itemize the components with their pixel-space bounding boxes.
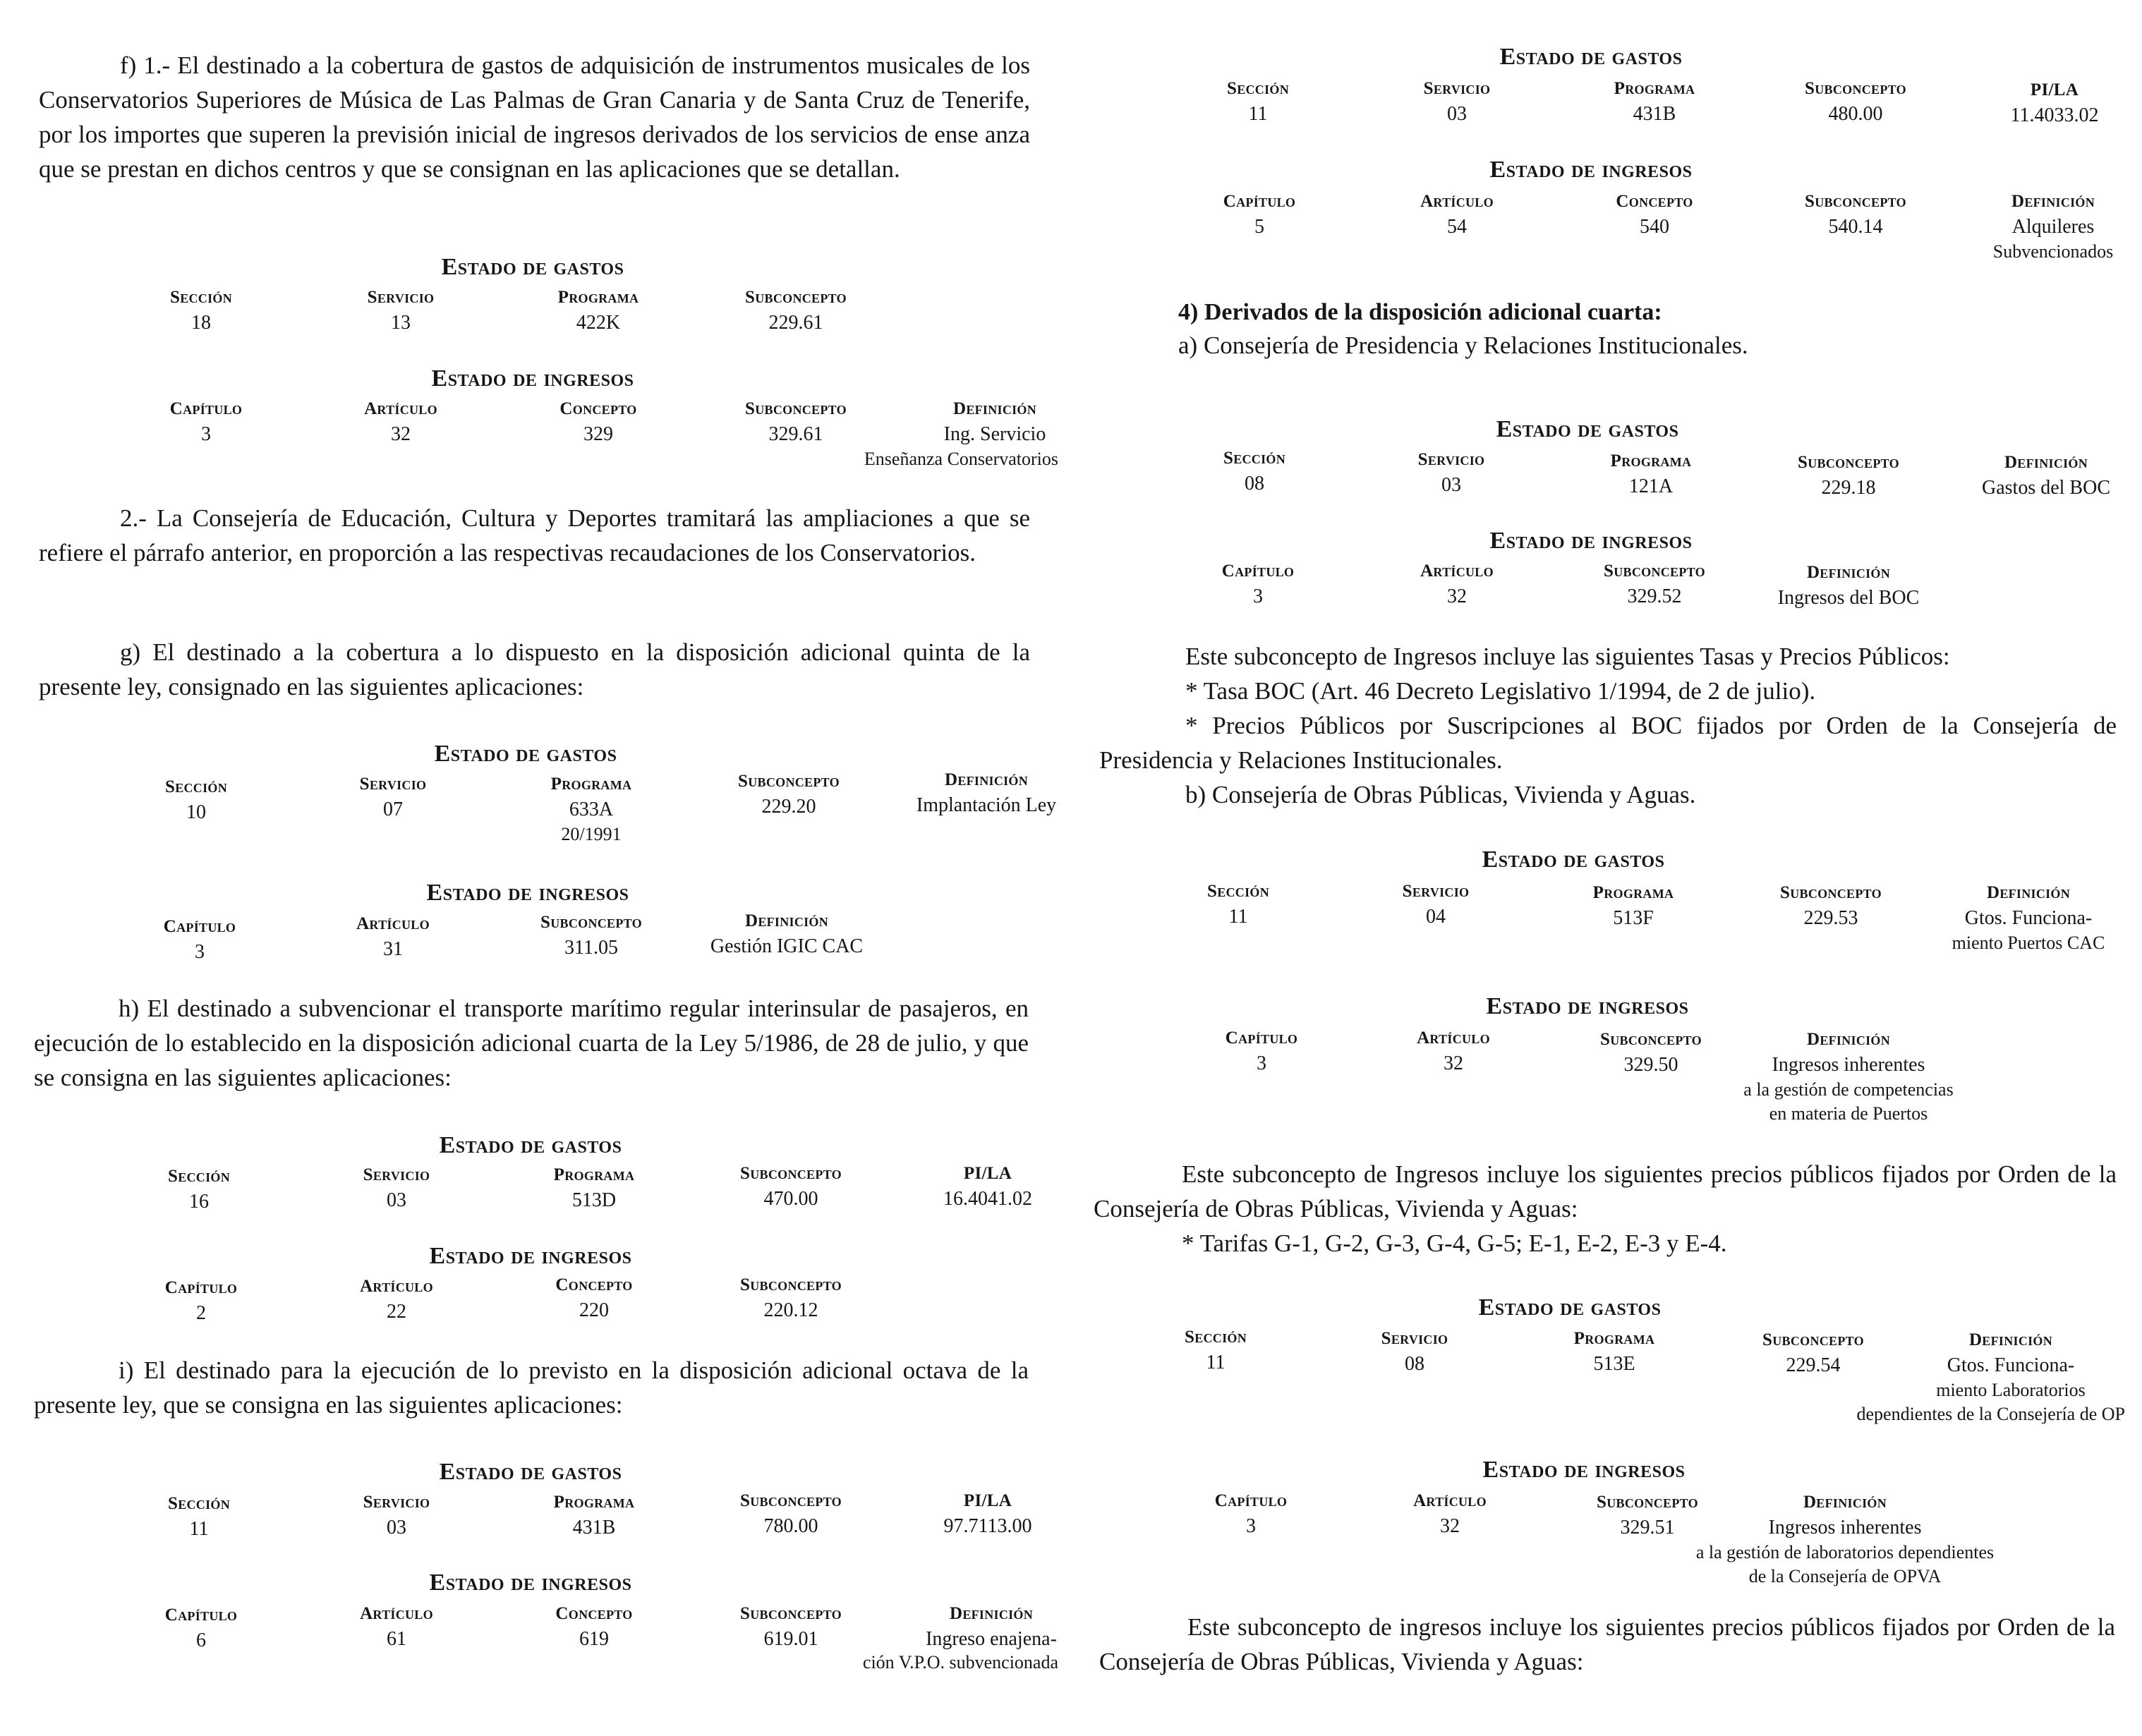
gastos-seccion — [1227, 79, 1289, 127]
programa-value: 513D — [571, 1189, 617, 1211]
definicion-value: Ingresos inherentes — [1772, 1054, 1925, 1076]
definicion-value: Alquileres — [2011, 216, 2095, 238]
articulo-header: Artículo — [1420, 562, 1494, 581]
seccion-header: Sección — [167, 1167, 231, 1186]
definicion-value: Gestión IGIC CAC — [710, 935, 864, 957]
paragraph-f2: 2.- La Consejería de Educación, Cultura y Deportes tramitará las ampliaciones a que se refiere el párrafo anterior, en proporción a las respectivas recaudaciones de los Conservatorios. — [39, 504, 1030, 566]
servicio-header: Servicio — [1381, 1329, 1448, 1348]
servicio-header: Servicio — [1417, 450, 1485, 469]
op-intro: Este subconcepto de Ingresos incluye los siguientes precios públicos fijados por Orden de la Consejería de Obras Públicas, Vivienda y Aguas: — [1094, 1160, 2117, 1222]
gastos-pila — [944, 1491, 1032, 1539]
ingresos-subconcepto — [1600, 1030, 1702, 1078]
gastos-subconcepto — [745, 288, 847, 336]
pila-value: 11.4033.02 — [2010, 104, 2099, 126]
gastos-seccion — [165, 777, 227, 825]
capitulo-value: 5 — [1254, 216, 1264, 238]
servicio-value: 04 — [1426, 906, 1446, 928]
gastos-pila — [943, 1164, 1032, 1212]
estado-gastos-title: Estado de gastos — [1499, 44, 1683, 70]
definicion-value: Ingresos inherentes — [1768, 1517, 1922, 1538]
subconcepto-header: Subconcepto — [745, 288, 847, 307]
ingresos-capitulo — [1226, 1028, 1297, 1076]
seccion-value: 11 — [1206, 1352, 1226, 1373]
ingresos-subconcepto — [740, 1604, 842, 1652]
gastos-pila — [2011, 80, 2099, 128]
gastos-seccion — [1207, 882, 1269, 930]
capitulo-header: Capítulo — [1221, 562, 1295, 581]
gastos-subconcepto — [740, 1164, 842, 1212]
ingresos-articulo — [360, 1277, 433, 1325]
servicio-header: Servicio — [363, 1165, 430, 1184]
subconcepto-header: Subconcepto — [1600, 1030, 1702, 1049]
definicion-value: Gtos. Funciona- — [1964, 907, 2093, 929]
op-tarifas: * Tarifas G-1, G-2, G-3, G-4, G-5; E-1, E-2, E-3 y E-4. — [1182, 1230, 1727, 1257]
servicio-header: Servicio — [359, 775, 427, 794]
ingresos-concepto — [555, 1275, 632, 1323]
subconcepto-header: Subconcepto — [1780, 883, 1882, 902]
definicion-header: Definición — [1986, 883, 2071, 902]
estado-gastos-title: Estado de gastos — [441, 254, 624, 280]
ingresos-capitulo — [1222, 562, 1294, 609]
seccion-value: 11 — [1248, 103, 1268, 125]
ingresos-capitulo — [170, 399, 242, 447]
servicio-value: 08 — [1405, 1353, 1424, 1375]
ingresos-capitulo — [1215, 1491, 1287, 1539]
definicion-value-line2: miento Laboratorios — [1936, 1380, 2086, 1400]
estado-ingresos-title: Estado de ingresos — [426, 880, 629, 906]
definicion-header: Definición — [1803, 1493, 1887, 1512]
ingresos-definicion — [1743, 1030, 1953, 1126]
gastos-seccion — [170, 288, 232, 336]
definicion-value-line2: a la gestión de competencias — [1743, 1079, 1954, 1100]
definicion-header: Definición — [1806, 563, 1891, 582]
ingresos-articulo — [1420, 562, 1494, 609]
servicio-value: 03 — [387, 1517, 406, 1538]
articulo-value: 32 — [1444, 1052, 1463, 1074]
programa-value: 431B — [572, 1517, 616, 1538]
articulo-value: 32 — [391, 423, 411, 445]
pila-header: PI/LA — [2030, 80, 2079, 99]
servicio-value: 03 — [1447, 103, 1467, 125]
ingresos-subconcepto — [1597, 1493, 1698, 1541]
definicion-value: Gtos. Funciona- — [1947, 1354, 2075, 1376]
ingresos-definicion — [944, 399, 1046, 447]
ingresos-definicion — [710, 911, 863, 959]
definicion-header: Definición — [949, 1604, 1034, 1623]
programa-value: 513E — [1593, 1353, 1635, 1375]
seccion-header: Sección — [167, 1494, 231, 1513]
subconcepto-value: 780.00 — [763, 1515, 818, 1537]
gastos-definicion — [1982, 453, 2110, 501]
seccion-value: 11 — [1228, 906, 1248, 928]
subconcepto-header: Subconcepto — [740, 1275, 842, 1294]
definicion-header: Definición — [944, 770, 1029, 789]
final-paragraph: Este subconcepto de ingresos incluye los siguientes precios públicos fijados por Orden de la Consejería de Obras Públicas, Vivienda y Aguas: — [1099, 1613, 2115, 1675]
estado-ingresos-title: Estado de ingresos — [429, 1243, 632, 1269]
programa-header: Programa — [557, 288, 639, 307]
gastos-programa — [1611, 451, 1692, 499]
ingresos-subconcepto — [1805, 192, 1906, 240]
subconcepto-header: Subconcepto — [1798, 453, 1899, 472]
estado-ingresos-title: Estado de ingresos — [431, 365, 634, 391]
programa-value: 121A — [1628, 475, 1674, 497]
servicio-header: Servicio — [367, 288, 435, 307]
programa-value: 513F — [1613, 907, 1654, 929]
estado-ingresos-title: Estado de ingresos — [1486, 993, 1689, 1019]
ingresos-capitulo — [165, 1278, 237, 1326]
definicion-value: Ingresos del BOC — [1777, 587, 1920, 609]
concepto-value: 329 — [583, 423, 613, 445]
programa-header: Programa — [1573, 1329, 1655, 1348]
gastos-servicio — [368, 288, 435, 336]
subconcepto-value: 229.54 — [1786, 1354, 1841, 1376]
seccion-header: Sección — [1206, 882, 1270, 901]
subconcepto-header: Subconcepto — [1597, 1493, 1698, 1512]
programa-header: Programa — [550, 775, 632, 794]
capitulo-value: 2 — [196, 1302, 206, 1324]
estado-gastos-title: Estado de gastos — [1482, 846, 1665, 873]
capitulo-header: Capítulo — [164, 1606, 238, 1625]
ingresos-definicion — [1696, 1493, 1994, 1589]
subconcepto-header: Subconcepto — [740, 1164, 842, 1183]
definicion-value: Ingreso enajena- — [926, 1628, 1057, 1650]
concepto-header: Concepto — [555, 1604, 633, 1623]
paragraph-i: i) El destinado para la ejecución de lo previsto en la disposición adicional octava de la presente ley, que se consigna en las siguientes aplicaciones: — [34, 1356, 1029, 1419]
subconcepto-value: 229.61 — [768, 312, 823, 334]
gastos-seccion — [1223, 449, 1285, 497]
estado-gastos-title: Estado de gastos — [439, 1459, 622, 1485]
gastos-programa — [551, 775, 632, 846]
gastos-programa — [1574, 1329, 1655, 1377]
servicio-header: Servicio — [363, 1493, 430, 1512]
estado-gastos-title: Estado de gastos — [1478, 1294, 1662, 1321]
gastos-subconcepto — [1780, 883, 1882, 931]
seccion-value: 10 — [186, 801, 206, 823]
gastos-seccion — [168, 1167, 230, 1215]
item-a: a) Consejería de Presidencia y Relaciones Institucionales. — [1178, 332, 1748, 359]
concepto-header: Concepto — [1616, 192, 1693, 211]
gastos-subconcepto — [1805, 79, 1906, 127]
gastos-subconcepto — [1798, 453, 1899, 501]
concepto-value: 220 — [579, 1299, 609, 1321]
programa-header: Programa — [1610, 451, 1692, 471]
subconcepto-value: 311.05 — [564, 937, 618, 959]
ingresos-articulo — [364, 399, 437, 447]
gastos-seccion — [1185, 1328, 1247, 1376]
articulo-value: 22 — [387, 1301, 406, 1323]
gastos-subconcepto — [1762, 1330, 1864, 1378]
capitulo-value: 3 — [1253, 585, 1263, 607]
ingresos-concepto — [555, 1604, 632, 1652]
programa-header: Programa — [553, 1165, 635, 1184]
subconcepto-value: 229.18 — [1821, 477, 1876, 499]
articulo-value: 61 — [387, 1628, 406, 1650]
articulo-header: Artículo — [1420, 192, 1494, 211]
definicion-value-line3: en materia de Puertos — [1769, 1103, 1928, 1124]
subconcepto-value: 329.61 — [768, 423, 823, 445]
articulo-value: 31 — [383, 938, 403, 960]
definicion-header: Definición — [1806, 1030, 1891, 1049]
definicion-line2: ción V.P.O. subvencionada — [862, 1652, 1058, 1673]
subconcepto-value: 619.01 — [763, 1628, 818, 1650]
estado-ingresos-title: Estado de ingresos — [1489, 157, 1693, 183]
seccion-value: 16 — [188, 1191, 209, 1213]
ingresos-articulo — [1417, 1028, 1490, 1076]
pila-header: PI/LA — [963, 1164, 1012, 1183]
servicio-value: 13 — [391, 312, 411, 334]
capitulo-value: 3 — [201, 423, 211, 445]
ingresos-articulo — [356, 914, 430, 962]
section-4-heading: 4) Derivados de la disposición adicional cuarta: — [1178, 299, 1662, 325]
definicion-line3: dependientes de la Consejería de OP — [1856, 1404, 2125, 1424]
servicio-header: Servicio — [1423, 79, 1491, 98]
ingresos-definicion — [926, 1604, 1057, 1652]
articulo-header: Artículo — [364, 399, 437, 418]
ingresos-concepto — [559, 399, 636, 447]
articulo-header: Artículo — [1413, 1491, 1487, 1510]
gastos-programa — [1614, 79, 1695, 127]
articulo-header: Artículo — [360, 1277, 433, 1296]
subconcepto-header: Subconcepto — [740, 1491, 842, 1510]
programa-value: 633A — [569, 799, 614, 820]
ingresos-concepto — [1616, 192, 1693, 240]
definicion-line2: Enseñanza Conservatorios — [864, 449, 1058, 469]
servicio-value: 03 — [387, 1189, 406, 1211]
gastos-programa — [558, 288, 639, 336]
gastos-servicio — [1381, 1329, 1448, 1377]
definicion-header: Definición — [2004, 453, 2088, 472]
definicion-value: Ing. Servicio — [943, 423, 1046, 445]
pila-value: 16.4041.02 — [943, 1188, 1032, 1210]
capitulo-value: 3 — [1246, 1515, 1256, 1537]
boc-intro: Este subconcepto de Ingresos incluye las siguientes Tasas y Precios Públicos: — [1185, 643, 1950, 670]
definicion-header: Definición — [2011, 192, 2095, 211]
capitulo-header: Capítulo — [169, 399, 243, 418]
subconcepto-value: 329.50 — [1623, 1054, 1678, 1076]
articulo-header: Artículo — [356, 914, 430, 933]
subconcepto-header: Subconcepto — [1604, 562, 1705, 581]
subconcepto-value: 229.53 — [1803, 907, 1858, 929]
servicio-value: 03 — [1441, 474, 1461, 496]
subconcepto-value: 329.51 — [1620, 1517, 1675, 1538]
gastos-servicio — [1424, 79, 1491, 127]
seccion-header: Sección — [169, 288, 233, 307]
definicion-header: Definición — [952, 399, 1037, 418]
gastos-programa — [554, 1493, 635, 1541]
articulo-value: 32 — [1440, 1515, 1460, 1537]
estado-ingresos-title: Estado de ingresos — [429, 1570, 632, 1596]
estado-ingresos-title: Estado de ingresos — [1489, 528, 1693, 554]
ingresos-capitulo — [165, 1606, 237, 1653]
paragraph-f1: f) 1.- El destinado a la cobertura de gastos de adquisición de instrumentos musicales de los Conservatorios Superiores de Música de Las Palmas de Gran Canaria y de Santa Cruz de Tenerife, por los importes que superen la previsión inicial de ingresos derivados de los servicios de ense anza que se prestan en dichos centros y que se consignan en las aplicaciones que se detallan. — [39, 51, 1030, 183]
gastos-servicio — [1403, 882, 1470, 930]
seccion-value: 11 — [189, 1518, 209, 1540]
concepto-value: 540 — [1639, 216, 1669, 238]
seccion-value: 18 — [190, 312, 211, 334]
subconcepto-header: Subconcepto — [740, 1604, 842, 1623]
programa-header: Programa — [553, 1493, 635, 1512]
ingresos-articulo — [360, 1604, 433, 1652]
servicio-value: 07 — [383, 799, 403, 820]
seccion-value: 08 — [1244, 473, 1264, 494]
capitulo-header: Capítulo — [163, 917, 236, 936]
gastos-servicio — [360, 775, 427, 823]
gastos-subconcepto — [738, 772, 840, 820]
pila-header: PI/LA — [963, 1491, 1012, 1510]
subconcepto-value: 480.00 — [1828, 103, 1883, 125]
gastos-programa — [1593, 883, 1674, 931]
concepto-value: 619 — [579, 1628, 609, 1650]
capitulo-header: Capítulo — [164, 1278, 238, 1297]
ingresos-subconcepto — [540, 913, 642, 961]
ingresos-capitulo — [1223, 192, 1295, 240]
estado-gastos-title: Estado de gastos — [434, 741, 617, 767]
definicion-value: Gastos del BOC — [1982, 477, 2110, 499]
capitulo-header: Capítulo — [1225, 1028, 1298, 1048]
programa-value: 422K — [576, 312, 621, 334]
gastos-servicio — [363, 1493, 430, 1541]
subconcepto-value: 220.12 — [763, 1299, 818, 1321]
definicion-value: Implantación Ley — [916, 794, 1057, 816]
subconcepto-value: 470.00 — [763, 1188, 818, 1210]
capitulo-value: 3 — [195, 941, 205, 963]
estado-gastos-title: Estado de gastos — [439, 1132, 622, 1158]
pila-value: 97.7113.00 — [943, 1515, 1032, 1537]
definicion-header: Definición — [1968, 1330, 2053, 1349]
ingresos-definicion — [1778, 563, 1920, 611]
ingresos-articulo — [1420, 192, 1494, 240]
paragraph-g: g) El destinado a la cobertura a lo dispuesto en la disposición adicional quinta de la presente ley, consignado en las siguientes aplicaciones: — [39, 638, 1030, 700]
paragraph-h: h) El destinado a subvencionar el transporte marítimo regular interinsular de pasajeros, en ejecución de lo establecido en la disposición adicional cuarta de la Ley 5/1986, de 28 de julio, y que se consigna en las siguientes aplicaciones: — [34, 995, 1029, 1091]
gastos-servicio — [363, 1165, 430, 1213]
definicion-value-line2: Subvencionados — [1992, 241, 2114, 262]
subconcepto-value: 540.14 — [1828, 216, 1883, 238]
gastos-seccion — [168, 1494, 230, 1542]
subconcepto-header: Subconcepto — [745, 399, 847, 418]
seccion-header: Sección — [1223, 449, 1286, 468]
item-b: b) Consejería de Obras Públicas, Vivienda y Aguas. — [1185, 781, 1696, 808]
gastos-definicion — [1936, 1330, 2086, 1402]
definicion-value-line2: a la gestión de laboratorios dependientes — [1695, 1542, 1995, 1562]
boc-item-1: * Tasa BOC (Art. 46 Decreto Legislativo 1/1994, de 2 de julio). — [1185, 677, 1816, 705]
subconcepto-header: Subconcepto — [1805, 192, 1906, 211]
programa-header: Programa — [1592, 883, 1674, 902]
capitulo-value: 3 — [1257, 1052, 1266, 1074]
concepto-header: Concepto — [559, 399, 637, 418]
definicion-value-line2: miento Puertos CAC — [1952, 933, 2105, 953]
subconcepto-value: 229.20 — [761, 796, 816, 818]
articulo-header: Artículo — [360, 1604, 433, 1623]
estado-ingresos-title: Estado de ingresos — [1482, 1457, 1686, 1483]
definicion-header: Definición — [744, 911, 829, 930]
seccion-header: Sección — [1184, 1328, 1247, 1347]
subconcepto-header: Subconcepto — [1762, 1330, 1864, 1349]
articulo-header: Artículo — [1417, 1028, 1490, 1048]
gastos-servicio — [1418, 450, 1485, 498]
ingresos-subconcepto — [1604, 562, 1705, 609]
concepto-header: Concepto — [555, 1275, 633, 1294]
seccion-header: Sección — [164, 777, 228, 796]
boc-item-2: * Precios Públicos por Suscripciones al BOC fijados por Orden de la Consejería de Presidencia y Relaciones Institucionales. — [1099, 712, 2117, 774]
estado-gastos-title: Estado de gastos — [1496, 416, 1679, 442]
subconcepto-header: Subconcepto — [738, 772, 840, 791]
gastos-definicion — [1952, 883, 2105, 955]
programa-header: Programa — [1614, 79, 1695, 98]
programa-value: 431B — [1633, 103, 1676, 125]
seccion-header: Sección — [1226, 79, 1290, 98]
gastos-subconcepto — [740, 1491, 842, 1539]
gastos-definicion — [916, 770, 1056, 818]
articulo-value: 32 — [1447, 585, 1467, 607]
subconcepto-header: Subconcepto — [540, 913, 642, 932]
gastos-programa — [554, 1165, 635, 1213]
ingresos-definicion — [1993, 192, 2113, 264]
servicio-header: Servicio — [1402, 882, 1470, 901]
articulo-value: 54 — [1447, 216, 1467, 238]
subconcepto-header: Subconcepto — [1805, 79, 1906, 98]
subconcepto-value: 329.52 — [1627, 585, 1682, 607]
ingresos-subconcepto — [740, 1275, 842, 1323]
programa-value-line2: 20/1991 — [561, 824, 622, 844]
capitulo-header: Capítulo — [1214, 1491, 1288, 1510]
capitulo-header: Capítulo — [1223, 192, 1296, 211]
ingresos-articulo — [1413, 1491, 1487, 1539]
ingresos-subconcepto — [745, 399, 847, 447]
definicion-value-line3: de la Consejería de OPVA — [1748, 1566, 1942, 1586]
ingresos-capitulo — [164, 917, 236, 965]
capitulo-value: 6 — [196, 1629, 206, 1651]
